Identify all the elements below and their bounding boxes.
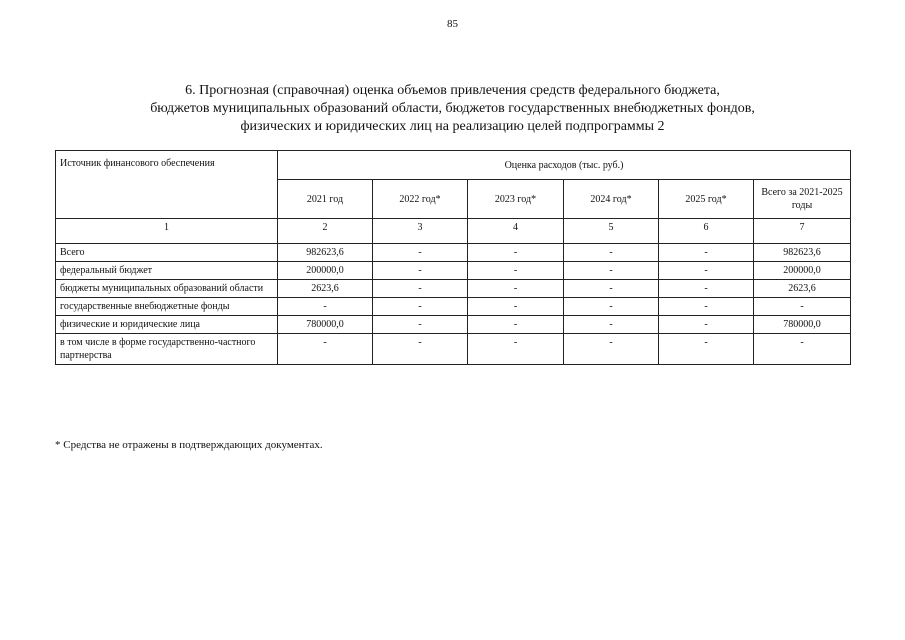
table-cell: - — [564, 298, 659, 316]
table-cell: 2623,6 — [754, 280, 851, 298]
table-cell: - — [373, 334, 468, 365]
table-cell: - — [659, 334, 754, 365]
header-source: Источник финансового обеспечения — [56, 151, 278, 219]
table-cell: - — [373, 316, 468, 334]
table-row — [56, 316, 851, 334]
table-cell: - — [659, 316, 754, 334]
table-cell: - — [564, 244, 659, 262]
table-cell: - — [278, 298, 373, 316]
column-number: 7 — [754, 219, 851, 244]
table-cell: - — [564, 262, 659, 280]
header-total: Всего за 2021-2025 годы — [754, 180, 851, 219]
title-line-1: 6. Прогнозная (справочная) оценка объемов привлечения средств федерального бюджета, — [185, 83, 720, 98]
column-number: 1 — [56, 219, 278, 244]
header-year-2021: 2021 год — [278, 180, 373, 219]
table-cell: - — [564, 280, 659, 298]
table-cell: 982623,6 — [278, 244, 373, 262]
row-label: федеральный бюджет — [56, 262, 278, 280]
table-cell: - — [468, 298, 564, 316]
header-year-2024: 2024 год* — [564, 180, 659, 219]
column-number: 6 — [659, 219, 754, 244]
table-row — [56, 298, 851, 316]
document-title — [60, 82, 845, 136]
table-cell: - — [373, 280, 468, 298]
table-cell: - — [468, 280, 564, 298]
table-row — [56, 244, 851, 262]
footnote: * Средства не отражены в подтверждающих документах. — [55, 439, 323, 451]
table-cell: - — [468, 244, 564, 262]
table-cell: - — [468, 262, 564, 280]
funding-table — [55, 150, 851, 365]
page-number: 85 — [447, 18, 458, 30]
table-cell: - — [659, 298, 754, 316]
row-label: бюджеты муниципальных образований области — [56, 280, 278, 298]
table-cell: 200000,0 — [278, 262, 373, 280]
table-row — [56, 280, 851, 298]
row-label: Всего — [56, 244, 278, 262]
table-cell: - — [468, 334, 564, 365]
column-number-row — [56, 219, 851, 244]
column-number: 3 — [373, 219, 468, 244]
row-label: государственные внебюджетные фонды — [56, 298, 278, 316]
column-number: 4 — [468, 219, 564, 244]
table-cell: 982623,6 — [754, 244, 851, 262]
table-cell: - — [564, 316, 659, 334]
column-number: 2 — [278, 219, 373, 244]
column-number: 5 — [564, 219, 659, 244]
table-cell: - — [659, 280, 754, 298]
table-cell: - — [754, 334, 851, 365]
table-row — [56, 334, 851, 365]
table-cell: - — [373, 244, 468, 262]
table-cell: - — [754, 298, 851, 316]
table-cell: - — [373, 298, 468, 316]
row-label: физические и юридические лица — [56, 316, 278, 334]
title-line-3: физических и юридических лиц на реализацию целей подпрограммы 2 — [240, 119, 665, 134]
title-line-2: бюджетов муниципальных образований области, бюджетов государственных внебюджетных фондов, — [150, 101, 755, 116]
table-cell: 2623,6 — [278, 280, 373, 298]
table-cell: - — [564, 334, 659, 365]
table-cell: - — [659, 262, 754, 280]
table-cell: - — [373, 262, 468, 280]
table-cell: 780000,0 — [278, 316, 373, 334]
table-cell: - — [278, 334, 373, 365]
table-cell: - — [659, 244, 754, 262]
table-cell: - — [468, 316, 564, 334]
header-year-2025: 2025 год* — [659, 180, 754, 219]
header-year-2022: 2022 год* — [373, 180, 468, 219]
header-year-2023: 2023 год* — [468, 180, 564, 219]
header-expense-estimate: Оценка расходов (тыс. руб.) — [278, 151, 851, 180]
table-cell: 200000,0 — [754, 262, 851, 280]
row-label: в том числе в форме государственно-частного партнерства — [56, 334, 278, 365]
table-row — [56, 262, 851, 280]
table-cell: 780000,0 — [754, 316, 851, 334]
